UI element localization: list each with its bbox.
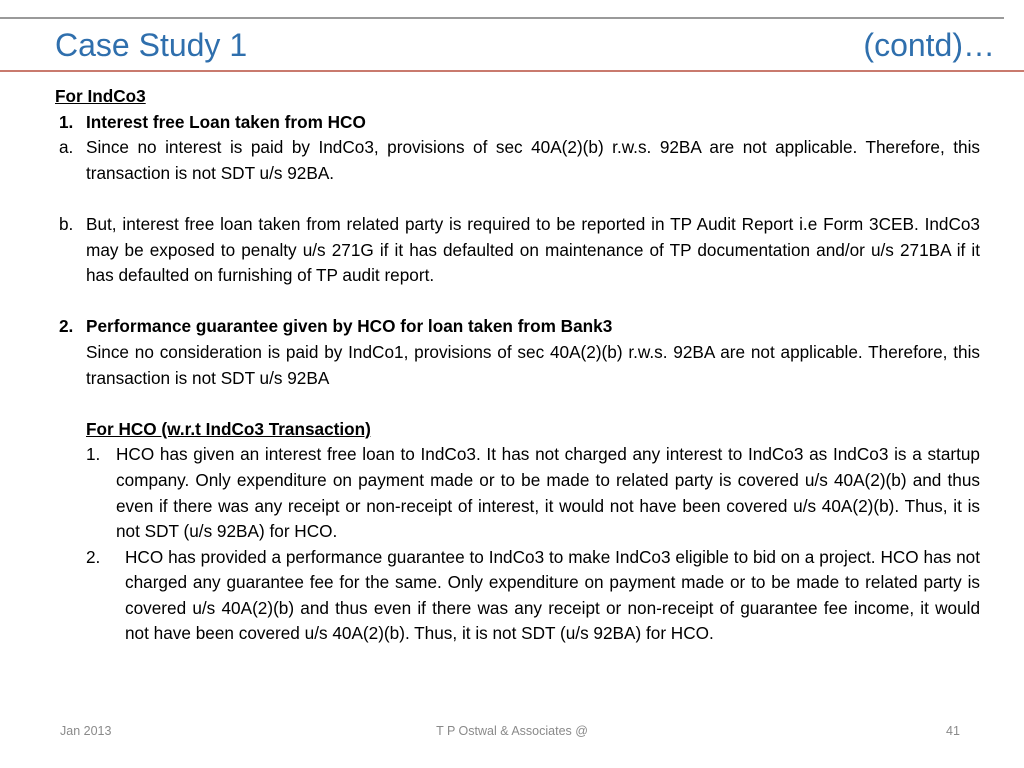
slide-title-contd: (contd)… — [863, 27, 995, 63]
list-item-text: But, interest free loan taken from related party is required to be reported in TP Audit Report i.e Form 3CEB. IndCo3 may be exposed to penalty u/s 271G if it has defaulted on maintenance of TP documentation and/or u/s 271BA if it has defaulted on furnishing of TP audit report. — [86, 213, 980, 286]
list-item-text: HCO has given an interest free loan to IndCo3. It has not charged any interest to IndCo3 as IndCo3 is a startup company. Only expenditure on payment made or to be made to related party is covered u/s 40A(2)(b) and thus even if there was any receipt or non-receipt of interest, it would not have been covered u/s 40A(2)(b). Thus, it is not SDT (u/s 92BA) for HCO. — [116, 444, 980, 542]
indco3-heading: For IndCo3 — [55, 86, 146, 106]
slide-title — [55, 25, 995, 65]
list-marker: b. — [59, 213, 74, 234]
indco3-item-2-body: Since no consideration is paid by IndCo1, provisions of sec 40A(2)(b) r.w.s. 92BA are not applicable. Therefore, this transaction is not SDT u/s 92BA — [86, 341, 980, 388]
footer-page-number: 41 — [946, 724, 960, 738]
title-underline — [0, 70, 1024, 72]
footer-firm: T P Ostwal & Associates @ — [436, 724, 588, 738]
list-item-text: Interest free Loan taken from HCO — [86, 111, 366, 132]
list-marker: 2. — [59, 316, 74, 337]
slide-content — [55, 84, 980, 647]
list-marker: 1. — [59, 111, 74, 132]
indco3-item-a — [55, 135, 980, 186]
list-item-text: HCO has provided a performance guarantee to IndCo3 to make IndCo3 eligible to bid on a project. HCO has not charged any guarantee fee for the same. Only expenditure on payment made or to be made to related party is covered u/s 40A(2)(b) and thus even if there was any receipt or non-receipt of guarantee fee income, it would not have been covered u/s 40A(2)(b). Thus, it is not SDT (u/s 92BA) for HCO. — [125, 546, 980, 644]
spacer — [55, 391, 980, 417]
spacer — [55, 289, 980, 315]
spacer — [55, 186, 980, 212]
list-marker: 1. — [86, 444, 101, 465]
indco3-item-b — [55, 212, 980, 289]
list-marker: a. — [59, 137, 74, 158]
hco-item-1 — [55, 442, 980, 544]
hco-item-2 — [55, 545, 980, 647]
list-marker: 2. — [86, 546, 101, 567]
top-rule — [0, 17, 1004, 19]
list-item-text: Performance guarantee given by HCO for loan taken from Bank3 — [86, 316, 613, 337]
footer-date: Jan 2013 — [60, 724, 112, 738]
list-item-text: Since no interest is paid by IndCo3, provisions of sec 40A(2)(b) r.w.s. 92BA are not applicable. Therefore, this transaction is not SDT u/s 92BA. — [86, 137, 980, 183]
indco3-item-2 — [55, 314, 980, 340]
hco-heading: For HCO (w.r.t IndCo3 Transaction) — [86, 418, 371, 439]
slide-title-text: Case Study 1 — [55, 27, 248, 63]
indco3-item-1 — [55, 110, 980, 136]
